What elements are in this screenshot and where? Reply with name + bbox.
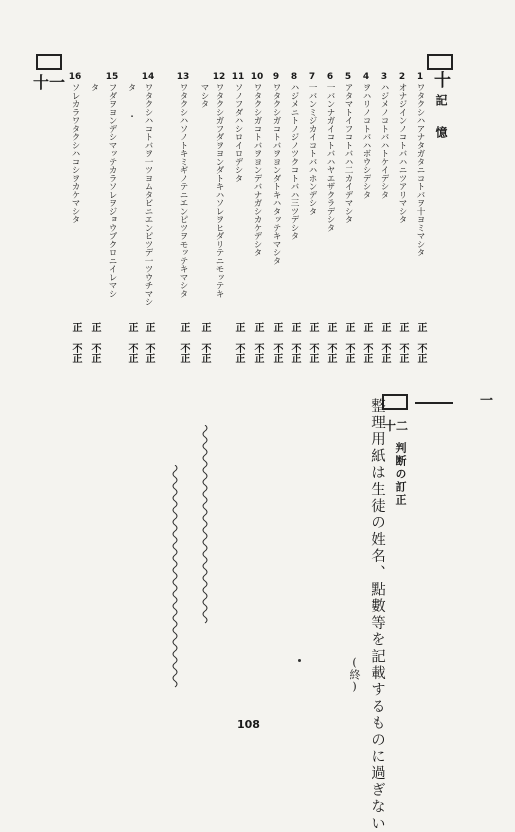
item-answer: 正 不正: [397, 322, 408, 363]
section10-header-box: [427, 54, 453, 70]
item-number: 5: [344, 72, 352, 82]
list-item: [250, 72, 264, 372]
section10-title: 記 憶: [434, 94, 448, 141]
page-number: 108: [237, 718, 260, 731]
item-text: ワタクシハアナタガタニコトバヲ十ヨミマシタ: [415, 83, 425, 257]
item-answer: 正 不正: [70, 322, 81, 363]
item-text-continued: タ: [89, 83, 99, 92]
list-item-continuation: [197, 72, 211, 372]
item-text: ハジメノコトバハトケイデシタ: [379, 83, 389, 199]
item-answer: 正 不正: [343, 322, 354, 363]
section12-dash: 一: [477, 393, 492, 406]
item-number: 12: [212, 72, 226, 82]
item-answer: 正 不正: [271, 322, 282, 363]
item-text: 一バンナガイコトバハヤエザクラデシタ: [325, 83, 335, 232]
section12-number: 十二: [384, 419, 409, 433]
item-number: 3: [380, 72, 388, 82]
list-item: [341, 72, 355, 372]
list-item: [269, 72, 283, 372]
item-number: 8: [290, 72, 298, 82]
item-answer: 正 不正: [361, 322, 372, 363]
item-text: ワタクシガコトバヲヨンデバナガシカケデシタ: [252, 83, 262, 257]
list-item: [395, 72, 409, 372]
section12-title: 判断の訂正: [394, 442, 407, 507]
section11-number: 十一: [33, 73, 66, 92]
item-answer: 正 不正: [178, 322, 189, 363]
item-number: 7: [308, 72, 316, 82]
list-item: [323, 72, 337, 372]
item-answer: 正 不正: [143, 322, 154, 363]
list-item-continuation: [87, 72, 101, 372]
item-answer: 正 不正: [307, 322, 318, 363]
item-answer: 正 不正: [233, 322, 244, 363]
wavy-line-right: [200, 425, 210, 625]
list-item: [105, 72, 119, 372]
list-item: [212, 72, 226, 372]
wavy-line-left: [170, 465, 180, 705]
item-number: 13: [176, 72, 190, 82]
item-answer: 正 不正: [126, 322, 137, 363]
item-text: ソレカラワタクシハコシヲカケマシタ: [70, 83, 80, 224]
item-text: 一バンミジカイコトバハホンデシタ: [307, 83, 317, 215]
list-item: [359, 72, 373, 372]
item-text: ハジメニトノジノツクコトバハ三ツデシタ: [289, 83, 299, 240]
item-answer: 正 不正: [325, 322, 336, 363]
list-item: [68, 72, 82, 372]
item-answer: 正 不正: [379, 322, 390, 363]
item-answer: 正 不正: [289, 322, 300, 363]
item-text: ヲハリノコトバハボウシデシタ: [361, 83, 371, 199]
item-number: 11: [231, 72, 245, 82]
item-number: 1: [416, 72, 424, 82]
section12-body-text: 整理用紙は生徒の姓名、點數等を記載するものに過ぎない: [369, 398, 385, 832]
item-text: フダヲヨンデシマッテカラソレヲジョウブクロニイレマシ: [107, 83, 117, 298]
item-text: ワタクシハコトバヲ一ツヨムタビニエンピツデ一ツウチマシ: [143, 83, 153, 306]
item-answer: 正 不正: [89, 322, 100, 363]
item-number: 6: [326, 72, 334, 82]
item-number: 9: [272, 72, 280, 82]
list-item: [287, 72, 301, 372]
item-number: 10: [250, 72, 264, 82]
item-answer: 正 不正: [199, 322, 210, 363]
item-number: 15: [105, 72, 119, 82]
section11-header-box: [36, 54, 62, 70]
item-number: 14: [141, 72, 155, 82]
item-text: オナジインノコトバハニツアリマシタ: [397, 83, 407, 224]
end-mark: (終): [348, 656, 361, 693]
section-dash-rule: [415, 402, 453, 404]
list-item: [231, 72, 245, 372]
item-text-continued: マシタ: [199, 83, 209, 108]
list-item: [413, 72, 427, 372]
item-text: ソノフダハシロイロデシタ: [233, 83, 243, 182]
item-number: 2: [398, 72, 406, 82]
list-item: [141, 72, 155, 372]
item-answer: 正 不正: [415, 322, 426, 363]
ink-speck: [298, 659, 301, 662]
section10-number: 十: [434, 71, 451, 91]
list-item-continuation: [124, 72, 138, 372]
item-answer: 正 不正: [252, 322, 263, 363]
item-text: ワタクシガコトバヲヨンダトキハタッテキマシタ: [271, 83, 281, 265]
item-text: ワタクシハソノトキミギノテニエンピツヲモッテキマシタ: [178, 83, 188, 298]
list-item: [377, 72, 391, 372]
item-text: ワタクシガフダヲヨンダトキハソレヲヒダリテニモッテキ: [214, 83, 224, 298]
list-item: [176, 72, 190, 372]
item-mark: ・: [126, 112, 136, 121]
item-number: 16: [68, 72, 82, 82]
item-text-continued: タ: [126, 83, 136, 92]
item-text: アタマトイフコトバハ二カイデマシタ: [343, 83, 353, 224]
item-number: 4: [362, 72, 370, 82]
list-item: [305, 72, 319, 372]
